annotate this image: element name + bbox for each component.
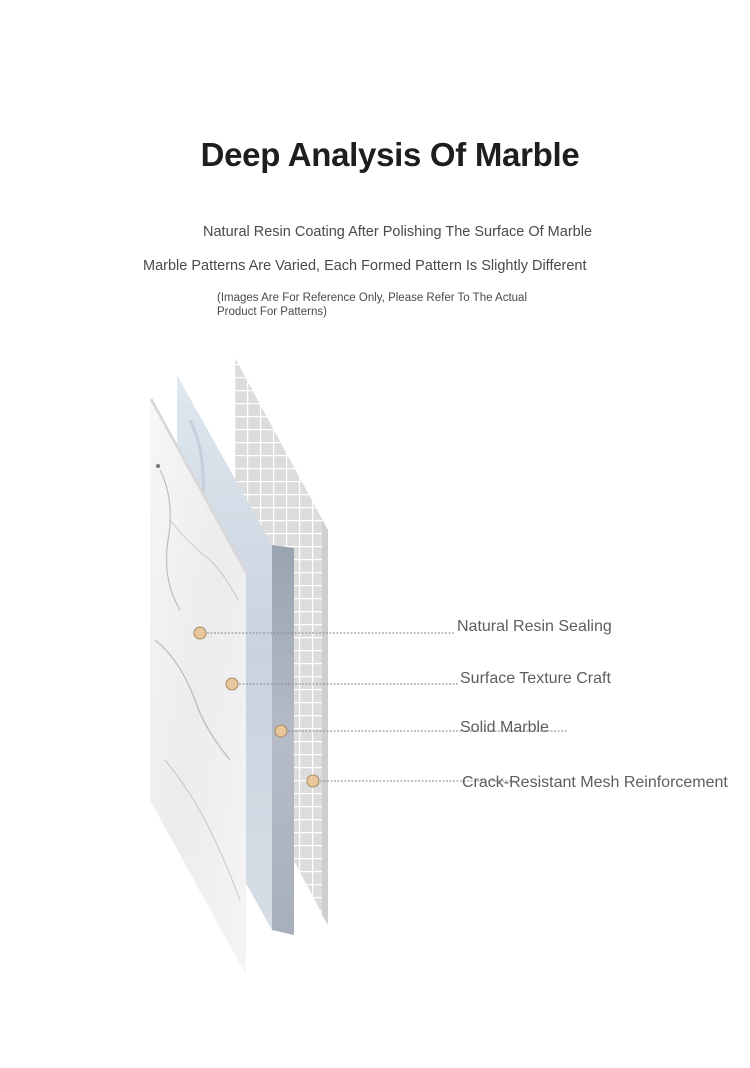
subtitle-patterns: Marble Patterns Are Varied, Each Formed Pattern Is Slightly Different: [143, 258, 587, 274]
marker-mesh: [307, 775, 319, 787]
marker-solid-marble: [275, 725, 287, 737]
reference-note: (Images Are For Reference Only, Please Refer To The Actual Product For Patterns): [217, 292, 528, 318]
subtitle-resin-coating: Natural Resin Coating After Polishing The Surface Of Marble: [203, 224, 593, 240]
label-natural-resin-sealing: Natural Resin Sealing: [457, 618, 612, 635]
label-crack-resistant-mesh: Crack-Resistant Mesh Reinforcement: [462, 774, 728, 791]
page-title: Deep Analysis Of Marble: [200, 136, 580, 173]
label-solid-marble: Solid Marble: [460, 719, 549, 736]
label-surface-texture-craft: Surface Texture Craft: [460, 670, 611, 687]
marker-surface-texture: [226, 678, 238, 690]
marker-resin-sealing: [194, 627, 206, 639]
